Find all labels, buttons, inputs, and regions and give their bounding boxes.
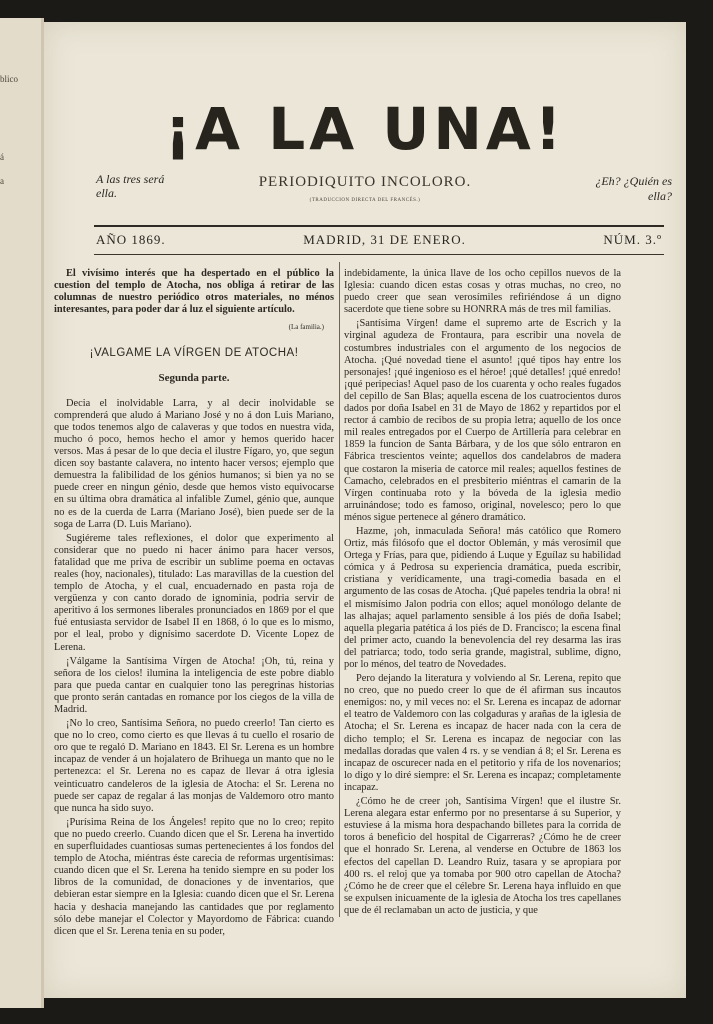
article-paragraph: Pero dejando la literatura y volviendo al Sr. Lerena, repito que no creo, que no puedo creer lo que de él afirman sus incautos enemigos: no, y mil veces no: el Sr. Lerena es incapaz de adornar el teatro de Valdemoro con las colgaduras y arañas de la iglesia de Atocha; el Sr. Lerena es incapaz de hacer nada con la cera de dicho templo; el Sr. Lerena es incapaz de negociar con las medallas doradas que valen 4 rs. y se vendian á 8; el Sr. Lerena es incapaz de oscurecer nada en el petitorio y rifa de los novenarios; lo digo y lo diré siempre: el Sr. Lerena es incapaz; completamente incapaz. bbox=[344, 673, 621, 793]
column-left bbox=[54, 268, 334, 938]
article-paragraph: Decia el inolvidable Larra, y al decir inolvidable se comprenderá que aludo á Mariano José y no á don Luis Mariano, que todos tenemos algo de calaveras y que todos en nuestra vida, mucho ó poco, hemos hecho el amor y hemos querido hacer versos. Mas á pesar de lo que decia el ilustre Fígaro, yo, que segun dicen soy bastante calavera, no intento hacer versos; ejemplo que demuestra la falibilidad de los génios humanos; si bien ya no se puede creer en ningun génio, desde que hemos visto equivocarse en su última obra dramática al infalible Zumel, génio que, aunque no es de la cuerda de Larra (Mariano José), bien puede ser de la soga de Larra (D. Luis Mariano). bbox=[54, 397, 334, 530]
adjacent-page-fragment: á bbox=[0, 152, 4, 162]
column-right bbox=[344, 268, 621, 917]
article-paragraph: indebidamente, la única llave de los ocho cepillos nuevos de la Iglesia: cuando dicen estas cosas y otras muchas, no creo, no puedo creer que sean verosímiles refiriéndose á un digno sacerdote que tiene sobre su HONRRA más de tres mil familias. bbox=[344, 268, 621, 316]
newspaper-page bbox=[44, 22, 686, 998]
article-paragraph: ¡No lo creo, Santísima Señora, no puedo creerlo! Tan cierto es que no lo creo, como cierto es que llevas á tu cuello el rosario de oro que te regaló D. Mariano en 1843. El Sr. Lerena es un hombre incapaz de vender á un hojalatero de Brihuega un manto que no le pertenezca: el Sr. Lerena no es capaz de llevar á otra iglesia veinticuatro candeleros de la iglesia de Atocha: el Sr. Lerena no puede ser capaz de regalar á las monjas de Valdemoro otro manto que nunca ha sido suyo. bbox=[54, 718, 334, 814]
article-paragraph: ¡Purísima Reina de los Ángeles! repito que no lo creo; repito que no puedo creerlo. Cuando dicen que el Sr. Lerena ha invertido en superfluidades cuantiosas sumas pertenecientes á los fondos del templo de Atocha, miéntras éste carecia de reformas urgentísimas: cuando dicen que el Sr. Lerena ha tenido siempre en su poder los libros de la comunidad, de donaciones y de inventarios, que debieran estar siempre en la Iglesia: cuando dicen que el Sr. Lerena hacia y deshacia manejando las cantidades que por reglamento sólo debe manejar el Colector y Mayordomo de Fábrica: cuando dicen que el Sr. Lerena tenia en su poder, bbox=[54, 816, 334, 937]
adjacent-page bbox=[0, 18, 44, 1008]
intro-source: (La familia.) bbox=[288, 323, 324, 332]
article-paragraph: Hazme, ¡oh, inmaculada Señora! más católico que Romero Ortiz, más filósofo que el doctor Oblemán, y más verosímil que Ortega y Frías, para que, pidiendo á Luque y Eguílaz su habilidad cómica y á Pedrosa su experiencia dramática, pueda escribir, cristiana y verídicamente, una tragi-comedia basada en el argumento de las cosas de Atocha. ¡Qué papeles tendria la obra! ni el mismísimo Jalon podria con ellos; aquel monólogo delante de las alhajas; aquel parlamento sensible á los piés de doña Isabel; aquella plegaria patética á los piés de D. Francisco; la escena final del primer acto, cuando la benevolencia del rey desarma las iras del patriarca; todo, todo seria grande, magistral, sublime, digno, por lo ménos, del teatro de Novedades. bbox=[344, 525, 621, 670]
dateline-bottom-rule bbox=[94, 254, 664, 255]
article-paragraph: ¡Santísima Vírgen! dame el supremo arte de Escrich y la virginal agudeza de Frontaura, para escribir una novela de costumbres industriales con el argumento de los negocios de Atocha. ¡Qué novedad tiene el asunto! ¡qué tipos hay entre los personajes! ¡qué ingenioso es el héroe! ¡qué detalles! ¡qué enredo! ¡qué peripecias! Aquel paso de los cuarenta y ocho reales fugados del cepillo de San Blas; aquella escena de los cuatrocientos duros dados por doña Isabel en 31 de Mayo de 1862 y repartidos por el rector á cambio de recibos de su propia letra; aquello de los once mil reales entregados por el Cuerpo de Artillería para celebrar en 1859 la funcion de Santa Bárbara, y de los que sólo entraron en Fábrica trescientos veinte; aquellos dos candelabros de madera que costaron la miseria de catorce mil reales; aquellos festines de Camacho, celebrados en el presbiterio miéntras el camarin de la Vírgen continuaba roto y la bóveda de la iglesia medio arruinándose; todo es famoso, original, novelesco; pero lo que ménos sigue pertenece al género dramático. bbox=[344, 318, 621, 523]
dateline bbox=[96, 232, 662, 248]
dateline-year: AÑO 1869. bbox=[96, 232, 166, 247]
article-subtitle: Segunda parte. bbox=[158, 371, 230, 384]
article-paragraph: ¡Válgame la Santísima Vírgen de Atocha! ¡Oh, tú, reina y señora de los cielos! ilumina la inteligencia de este pobre diablo para que pueda cantar en cualquier tono las peregrinas historias que pronto serán cantadas en romance por los ciegos de la villa de Madrid. bbox=[54, 655, 334, 715]
masthead-title: ¡A LA UNA! bbox=[164, 95, 566, 163]
article-paragraph: ¿Cómo he de creer ¡oh, Santísima Vírgen! que el ilustre Sr. Lerena alegara estar enfermo por no presentarse á su Superior, y estuviese á la misma hora despachando billetes para la corrida de toros á beneficio del hospital de Cigarreras? ¿Cómo he de creer que el honrado Sr. Lerena, al venderse en Octubre de 1863 los efectos del capellan D. Leandro Ruiz, tasara y se apropiara por 400 rs. el reloj que ya tomaba por 900 otro capellan de Atocha? ¿Cómo he de creer que el célebre Sr. Lerena haya influido en que se expulsen inicuamente de la iglesia de Atocha los tres capellanes que de él reclamaban un acto de justicia, y que bbox=[344, 796, 621, 916]
masthead-subtitle: PERIODIQUITO INCOLORO. bbox=[258, 174, 472, 190]
adjacent-page-fragment: a bbox=[0, 176, 4, 186]
adjacent-page-fragment: blico bbox=[0, 74, 18, 84]
tagline-right: ¿Eh? ¿Quién es ella? bbox=[595, 174, 672, 203]
article-title: ¡VALGAME LA VÍRGEN DE ATOCHA! bbox=[89, 347, 299, 360]
dateline-top-rule bbox=[94, 225, 664, 227]
dateline-number: NÚM. 3.º bbox=[603, 232, 662, 247]
tagline-left: A las tres será ella. bbox=[96, 172, 165, 200]
dateline-place-date: MADRID, 31 DE ENERO. bbox=[303, 232, 466, 247]
intro-note: El vivísimo interés que ha despertado en el público la cuestion del templo de Atocha, nos obliga á retirar de las columnas de nuestro periódico otros materiales, no ménos interesantes, para poder dar á luz el siguiente artículo. bbox=[54, 268, 334, 316]
article-paragraph: Sugiéreme tales reflexiones, el dolor que experimento al considerar que no puedo ni hacer ánimo para hacer versos, fatalidad que me priva de escribir un sublime poema en octavas reales (hoy, nacionales), titulado: Las maravillas de la cuestion del templo de Atocha, y el cual, encuadernado en pasta roja de vergüenza y con canto dorado de ignominia, podria servir de aperitivo á los sermones liberales pronunciados en 1869 por el que fué entusiasta servidor de Isabel II en 1868, ó lo que es lo mismo, por el leal, probo y dignísimo sacerdote D. Vicente Lopez de Lerena. bbox=[54, 532, 334, 653]
scan-background bbox=[44, 998, 686, 1024]
column-divider bbox=[339, 262, 340, 917]
masthead-subtitle-note: (TRADUCCION DIRECTA DEL FRANCÉS.) bbox=[309, 198, 421, 203]
